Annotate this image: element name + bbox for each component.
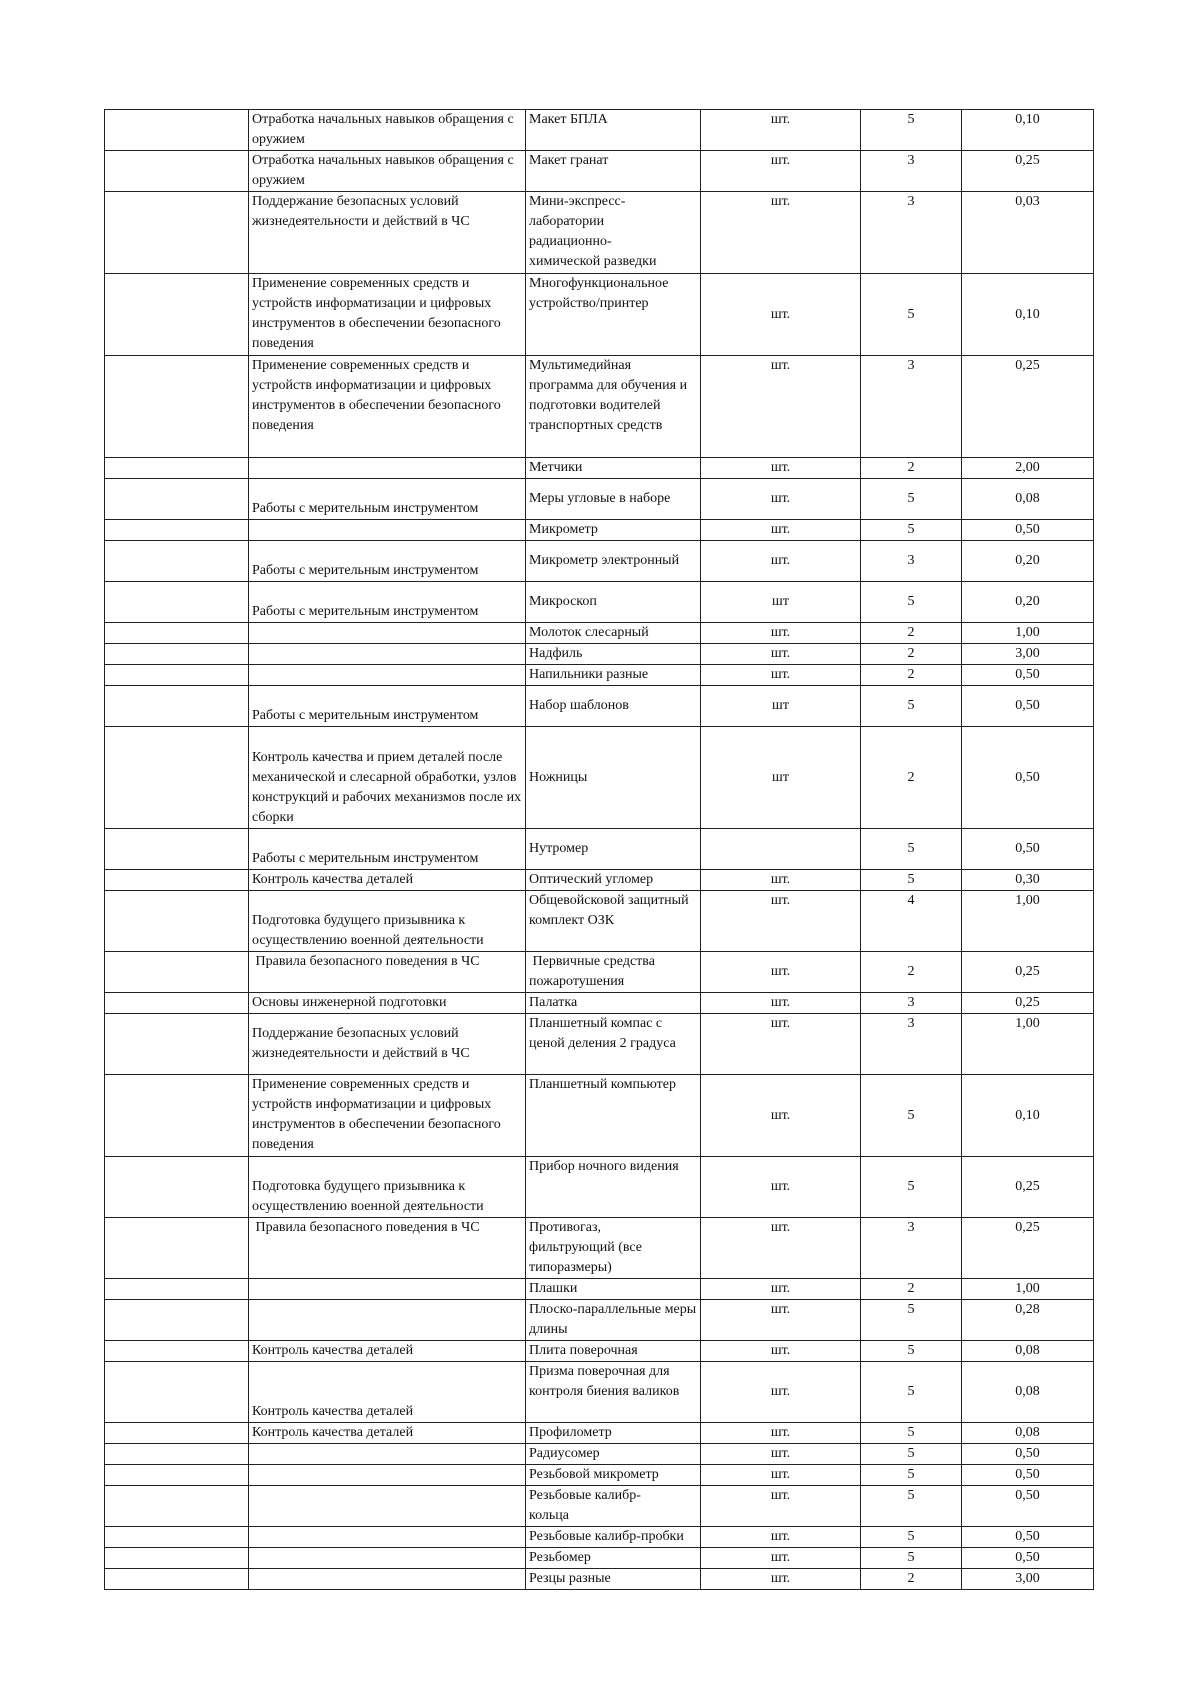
quantity-cell: 5 xyxy=(861,479,962,520)
section-cell: Правила безопасного поведения в ЧС xyxy=(249,952,526,993)
item-name-cell: Радиусомер xyxy=(526,1444,701,1465)
unit-cell: шт xyxy=(701,727,861,829)
row-number-cell xyxy=(105,1548,249,1569)
unit-cell xyxy=(701,829,861,870)
unit-cell: шт. xyxy=(701,644,861,665)
item-name-cell: Меры угловые в наборе xyxy=(526,479,701,520)
unit-cell: шт. xyxy=(701,1157,861,1218)
section-cell xyxy=(249,1527,526,1548)
item-name-cell: Надфиль xyxy=(526,644,701,665)
row-number-cell xyxy=(105,1218,249,1279)
table-row xyxy=(105,870,1094,891)
table-row xyxy=(105,458,1094,479)
value-cell: 0,50 xyxy=(962,829,1094,870)
unit-cell: шт. xyxy=(701,541,861,582)
quantity-cell: 3 xyxy=(861,192,962,274)
unit-cell: шт. xyxy=(701,274,861,356)
item-name-cell: Нутромер xyxy=(526,829,701,870)
item-name-cell: Планшетный компас с ценой деления 2 градуса xyxy=(526,1014,701,1075)
section-cell: Работы с мерительным инструментом xyxy=(249,541,526,582)
table-row xyxy=(105,520,1094,541)
quantity-cell: 2 xyxy=(861,1569,962,1590)
item-name-cell: Противогаз, фильтрующий (все типоразмеры) xyxy=(526,1218,701,1279)
row-number-cell xyxy=(105,274,249,356)
unit-cell: шт. xyxy=(701,1362,861,1423)
table-row xyxy=(105,541,1094,582)
quantity-cell: 2 xyxy=(861,623,962,644)
quantity-cell: 4 xyxy=(861,891,962,952)
row-number-cell xyxy=(105,151,249,192)
section-cell: Применение современных средств и устройств информатизации и цифровых инструментов в обеспечении безопасного поведения xyxy=(249,356,526,458)
value-cell: 1,00 xyxy=(962,891,1094,952)
section-cell xyxy=(249,1444,526,1465)
row-number-cell xyxy=(105,192,249,274)
equipment-table xyxy=(104,109,1094,1590)
value-cell: 0,28 xyxy=(962,1300,1094,1341)
item-name-cell: Общевойсковой защитный комплект ОЗК xyxy=(526,891,701,952)
row-number-cell xyxy=(105,1486,249,1527)
table-row xyxy=(105,644,1094,665)
unit-cell: шт xyxy=(701,582,861,623)
section-cell: Работы с мерительным инструментом xyxy=(249,479,526,520)
section-cell xyxy=(249,1486,526,1527)
row-number-cell xyxy=(105,1157,249,1218)
section-cell xyxy=(249,1279,526,1300)
unit-cell: шт. xyxy=(701,1527,861,1548)
table-row xyxy=(105,993,1094,1014)
table-row xyxy=(105,1548,1094,1569)
section-cell: Работы с мерительным инструментом xyxy=(249,829,526,870)
value-cell: 2,00 xyxy=(962,458,1094,479)
unit-cell: шт. xyxy=(701,110,861,151)
value-cell: 0,25 xyxy=(962,151,1094,192)
table-row xyxy=(105,1341,1094,1362)
row-number-cell xyxy=(105,458,249,479)
section-cell: Применение современных средств и устройств информатизации и цифровых инструментов в обеспечении безопасного поведения xyxy=(249,274,526,356)
table-row xyxy=(105,1465,1094,1486)
section-cell xyxy=(249,1548,526,1569)
row-number-cell xyxy=(105,623,249,644)
quantity-cell: 3 xyxy=(861,1218,962,1279)
row-number-cell xyxy=(105,1300,249,1341)
item-name-cell: Планшетный компьютер xyxy=(526,1075,701,1157)
quantity-cell: 2 xyxy=(861,644,962,665)
row-number-cell xyxy=(105,520,249,541)
section-cell: Поддержание безопасных условий жизнедеятельности и действий в ЧС xyxy=(249,1014,526,1075)
quantity-cell: 5 xyxy=(861,1341,962,1362)
item-name-cell: Плита поверочная xyxy=(526,1341,701,1362)
unit-cell: шт. xyxy=(701,1444,861,1465)
quantity-cell: 5 xyxy=(861,1486,962,1527)
quantity-cell: 5 xyxy=(861,1075,962,1157)
unit-cell: шт. xyxy=(701,952,861,993)
section-cell: Контроль качества и прием деталей после механической и слесарной обработки, узлов конструкций и рабочих механизмов после их сборки xyxy=(249,727,526,829)
item-name-cell: Мультимедийная программа для обучения и подготовки водителей транспортных средств xyxy=(526,356,701,458)
value-cell: 0,03 xyxy=(962,192,1094,274)
item-name-cell: Резьбовые калибр-пробки xyxy=(526,1527,701,1548)
item-name-cell: Оптический угломер xyxy=(526,870,701,891)
quantity-cell: 3 xyxy=(861,1014,962,1075)
value-cell: 0,30 xyxy=(962,870,1094,891)
value-cell: 0,25 xyxy=(962,993,1094,1014)
item-name-cell: Молоток слесарный xyxy=(526,623,701,644)
item-name-cell: Микрометр xyxy=(526,520,701,541)
unit-cell: шт. xyxy=(701,1300,861,1341)
item-name-cell: Метчики xyxy=(526,458,701,479)
quantity-cell: 5 xyxy=(861,829,962,870)
section-cell xyxy=(249,1300,526,1341)
table-row xyxy=(105,1527,1094,1548)
value-cell: 0,25 xyxy=(962,952,1094,993)
unit-cell: шт. xyxy=(701,479,861,520)
quantity-cell: 5 xyxy=(861,1527,962,1548)
section-cell: Контроль качества деталей xyxy=(249,1362,526,1423)
section-cell: Подготовка будущего призывника к осуществлению военной деятельности xyxy=(249,1157,526,1218)
quantity-cell: 3 xyxy=(861,541,962,582)
quantity-cell: 3 xyxy=(861,151,962,192)
unit-cell: шт. xyxy=(701,458,861,479)
item-name-cell: Первичные средства пожаротушения xyxy=(526,952,701,993)
row-number-cell xyxy=(105,1423,249,1444)
item-name-cell: Микрометр электронный xyxy=(526,541,701,582)
value-cell: 0,50 xyxy=(962,520,1094,541)
section-cell xyxy=(249,623,526,644)
value-cell: 1,00 xyxy=(962,1279,1094,1300)
item-name-cell: Мини-экспресс- лаборатории радиационно- химической разведки xyxy=(526,192,701,274)
unit-cell: шт. xyxy=(701,1218,861,1279)
value-cell: 0,10 xyxy=(962,1075,1094,1157)
section-cell: Работы с мерительным инструментом xyxy=(249,686,526,727)
table-row xyxy=(105,1218,1094,1279)
quantity-cell: 2 xyxy=(861,1279,962,1300)
table-row xyxy=(105,1444,1094,1465)
unit-cell: шт. xyxy=(701,1014,861,1075)
quantity-cell: 5 xyxy=(861,870,962,891)
value-cell: 0,50 xyxy=(962,665,1094,686)
item-name-cell: Профилометр xyxy=(526,1423,701,1444)
item-name-cell: Напильники разные xyxy=(526,665,701,686)
table-row xyxy=(105,1075,1094,1157)
table-row xyxy=(105,952,1094,993)
section-cell: Поддержание безопасных условий жизнедеятельности и действий в ЧС xyxy=(249,192,526,274)
section-cell: Контроль качества деталей xyxy=(249,1341,526,1362)
row-number-cell xyxy=(105,356,249,458)
item-name-cell: Прибор ночного видения xyxy=(526,1157,701,1218)
section-cell: Правила безопасного поведения в ЧС xyxy=(249,1218,526,1279)
unit-cell: шт. xyxy=(701,870,861,891)
table-row xyxy=(105,151,1094,192)
unit-cell: шт. xyxy=(701,1569,861,1590)
table-row xyxy=(105,192,1094,274)
row-number-cell xyxy=(105,829,249,870)
table-row xyxy=(105,1300,1094,1341)
section-cell: Отработка начальных навыков обращения с оружием xyxy=(249,151,526,192)
item-name-cell: Плашки xyxy=(526,1279,701,1300)
quantity-cell: 5 xyxy=(861,1362,962,1423)
section-cell: Подготовка будущего призывника к осуществлению военной деятельности xyxy=(249,891,526,952)
unit-cell: шт xyxy=(701,686,861,727)
row-number-cell xyxy=(105,891,249,952)
value-cell: 0,20 xyxy=(962,541,1094,582)
unit-cell: шт. xyxy=(701,1548,861,1569)
item-name-cell: Ножницы xyxy=(526,727,701,829)
quantity-cell: 2 xyxy=(861,458,962,479)
quantity-cell: 5 xyxy=(861,1157,962,1218)
row-number-cell xyxy=(105,1279,249,1300)
unit-cell: шт. xyxy=(701,1486,861,1527)
table-row xyxy=(105,1014,1094,1075)
item-name-cell: Призма поверочная для контроля биения валиков xyxy=(526,1362,701,1423)
unit-cell: шт. xyxy=(701,993,861,1014)
table-row xyxy=(105,727,1094,829)
row-number-cell xyxy=(105,582,249,623)
value-cell: 0,10 xyxy=(962,274,1094,356)
quantity-cell: 5 xyxy=(861,1465,962,1486)
row-number-cell xyxy=(105,686,249,727)
section-cell: Контроль качества деталей xyxy=(249,1423,526,1444)
row-number-cell xyxy=(105,952,249,993)
value-cell: 0,50 xyxy=(962,1486,1094,1527)
table-row xyxy=(105,665,1094,686)
row-number-cell xyxy=(105,1075,249,1157)
row-number-cell xyxy=(105,1362,249,1423)
table-row xyxy=(105,110,1094,151)
table-row xyxy=(105,1486,1094,1527)
row-number-cell xyxy=(105,541,249,582)
value-cell: 0,10 xyxy=(962,110,1094,151)
row-number-cell xyxy=(105,993,249,1014)
quantity-cell: 5 xyxy=(861,1548,962,1569)
value-cell: 0,20 xyxy=(962,582,1094,623)
value-cell: 0,50 xyxy=(962,1527,1094,1548)
section-cell: Отработка начальных навыков обращения с оружием xyxy=(249,110,526,151)
quantity-cell: 5 xyxy=(861,686,962,727)
table-row xyxy=(105,891,1094,952)
section-cell: Основы инженерной подготовки xyxy=(249,993,526,1014)
section-cell: Применение современных средств и устройств информатизации и цифровых инструментов в обеспечении безопасного поведения xyxy=(249,1075,526,1157)
value-cell: 0,50 xyxy=(962,1465,1094,1486)
section-cell xyxy=(249,520,526,541)
row-number-cell xyxy=(105,1527,249,1548)
unit-cell: шт. xyxy=(701,665,861,686)
row-number-cell xyxy=(105,644,249,665)
item-name-cell: Макет БПЛА xyxy=(526,110,701,151)
quantity-cell: 2 xyxy=(861,952,962,993)
value-cell: 1,00 xyxy=(962,623,1094,644)
quantity-cell: 2 xyxy=(861,727,962,829)
table-row xyxy=(105,1362,1094,1423)
table-row xyxy=(105,829,1094,870)
unit-cell: шт. xyxy=(701,1423,861,1444)
quantity-cell: 5 xyxy=(861,520,962,541)
table-row xyxy=(105,1157,1094,1218)
quantity-cell: 3 xyxy=(861,993,962,1014)
quantity-cell: 2 xyxy=(861,665,962,686)
table-row xyxy=(105,623,1094,644)
value-cell: 0,25 xyxy=(962,356,1094,458)
row-number-cell xyxy=(105,1014,249,1075)
table-row xyxy=(105,1569,1094,1590)
section-cell xyxy=(249,1465,526,1486)
item-name-cell: Резьбовые калибр- кольца xyxy=(526,1486,701,1527)
value-cell: 0,50 xyxy=(962,1444,1094,1465)
value-cell: 3,00 xyxy=(962,644,1094,665)
value-cell: 0,25 xyxy=(962,1157,1094,1218)
value-cell: 0,08 xyxy=(962,1362,1094,1423)
item-name-cell: Набор шаблонов xyxy=(526,686,701,727)
item-name-cell: Палатка xyxy=(526,993,701,1014)
unit-cell: шт. xyxy=(701,1075,861,1157)
quantity-cell: 5 xyxy=(861,274,962,356)
unit-cell: шт. xyxy=(701,1341,861,1362)
section-cell xyxy=(249,665,526,686)
table-row xyxy=(105,582,1094,623)
section-cell xyxy=(249,1569,526,1590)
item-name-cell: Резцы разные xyxy=(526,1569,701,1590)
item-name-cell: Резьбовой микрометр xyxy=(526,1465,701,1486)
row-number-cell xyxy=(105,870,249,891)
unit-cell: шт. xyxy=(701,356,861,458)
row-number-cell xyxy=(105,1569,249,1590)
unit-cell: шт. xyxy=(701,520,861,541)
unit-cell: шт. xyxy=(701,1465,861,1486)
section-cell xyxy=(249,458,526,479)
value-cell: 1,00 xyxy=(962,1014,1094,1075)
value-cell: 0,08 xyxy=(962,1341,1094,1362)
table-row xyxy=(105,1279,1094,1300)
unit-cell: шт. xyxy=(701,151,861,192)
item-name-cell: Макет гранат xyxy=(526,151,701,192)
item-name-cell: Микроскоп xyxy=(526,582,701,623)
table-row xyxy=(105,686,1094,727)
row-number-cell xyxy=(105,1465,249,1486)
quantity-cell: 5 xyxy=(861,1423,962,1444)
quantity-cell: 5 xyxy=(861,1300,962,1341)
item-name-cell: Многофункциональное устройство/принтер xyxy=(526,274,701,356)
unit-cell: шт. xyxy=(701,1279,861,1300)
value-cell: 3,00 xyxy=(962,1569,1094,1590)
row-number-cell xyxy=(105,665,249,686)
quantity-cell: 5 xyxy=(861,110,962,151)
section-cell xyxy=(249,644,526,665)
table-row xyxy=(105,274,1094,356)
value-cell: 0,50 xyxy=(962,1548,1094,1569)
row-number-cell xyxy=(105,479,249,520)
row-number-cell xyxy=(105,1444,249,1465)
unit-cell: шт. xyxy=(701,623,861,644)
value-cell: 0,25 xyxy=(962,1218,1094,1279)
section-cell: Работы с мерительным инструментом xyxy=(249,582,526,623)
unit-cell: шт. xyxy=(701,891,861,952)
unit-cell: шт. xyxy=(701,192,861,274)
quantity-cell: 5 xyxy=(861,1444,962,1465)
value-cell: 0,08 xyxy=(962,1423,1094,1444)
item-name-cell: Резьбомер xyxy=(526,1548,701,1569)
section-cell: Контроль качества деталей xyxy=(249,870,526,891)
row-number-cell xyxy=(105,1341,249,1362)
quantity-cell: 3 xyxy=(861,356,962,458)
item-name-cell: Плоско-параллельные меры длины xyxy=(526,1300,701,1341)
row-number-cell xyxy=(105,727,249,829)
table-row xyxy=(105,479,1094,520)
value-cell: 0,50 xyxy=(962,686,1094,727)
value-cell: 0,50 xyxy=(962,727,1094,829)
value-cell: 0,08 xyxy=(962,479,1094,520)
table-row xyxy=(105,1423,1094,1444)
quantity-cell: 5 xyxy=(861,582,962,623)
table-row xyxy=(105,356,1094,458)
row-number-cell xyxy=(105,110,249,151)
